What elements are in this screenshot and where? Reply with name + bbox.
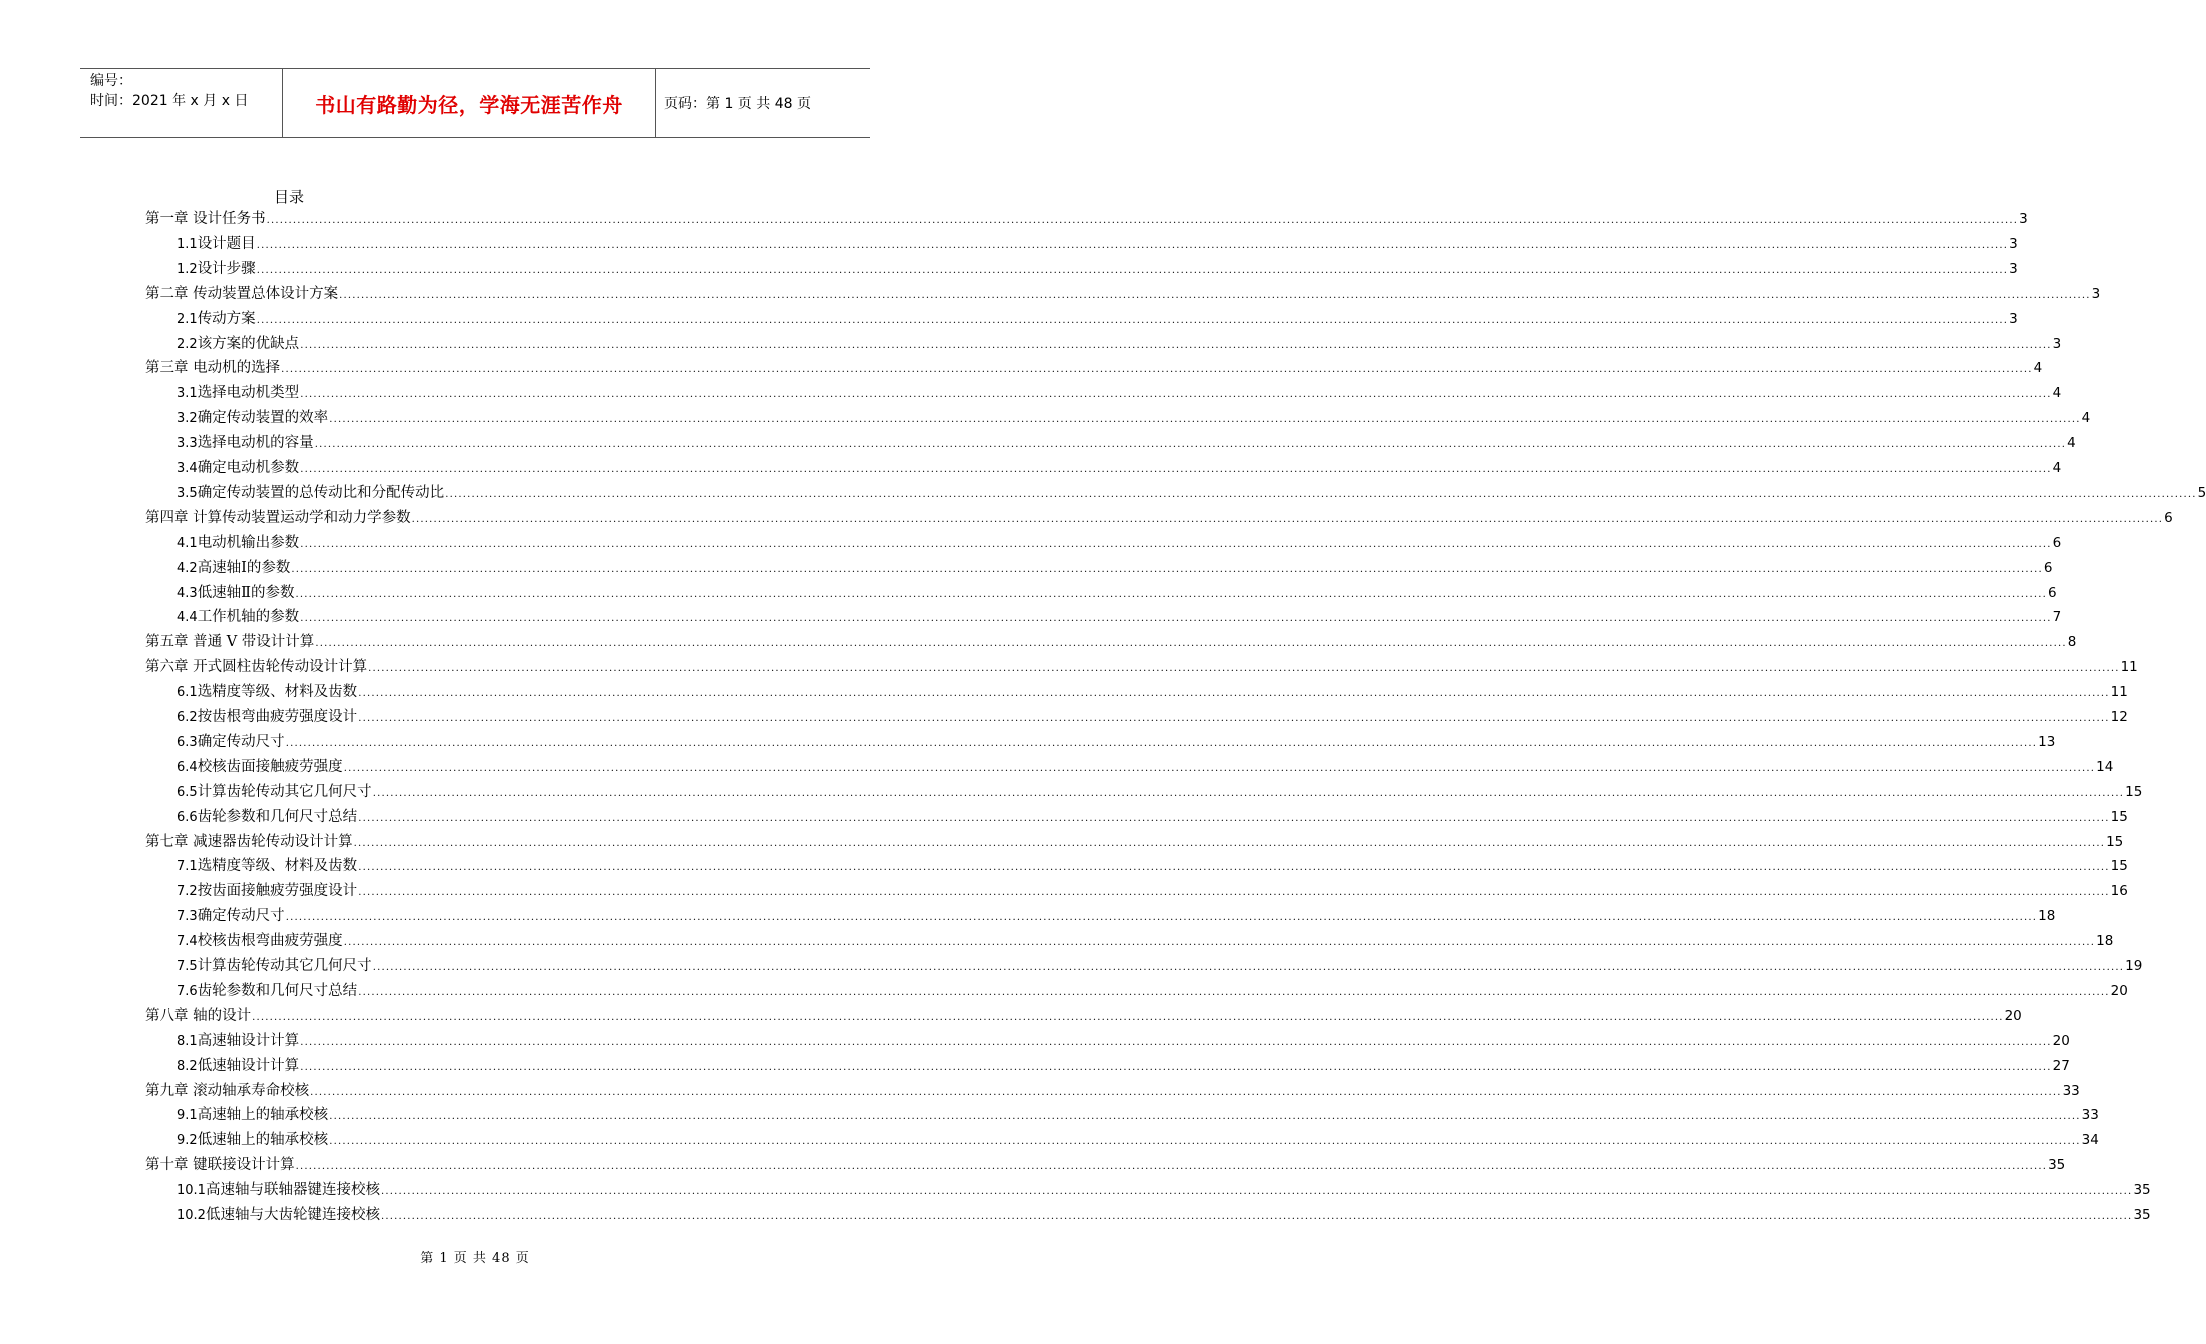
toc-section-row[interactable] (177, 308, 2018, 330)
toc-entry-title: 选精度等级、材料及齿数 (197, 858, 358, 875)
toc-entry-number: 4.1 (177, 535, 198, 551)
toc-entry-label (177, 930, 343, 953)
toc-entry-title: 电动机输出参数 (197, 534, 300, 551)
toc-entry-number: 1.1 (177, 236, 198, 252)
toc-entry-title: 高速轴上的轴承校核 (197, 1107, 329, 1124)
toc-dot-leader: ................................................................................................................................................................................................................................................................................................................................................................................................................ (256, 239, 2009, 251)
toc-page-number: 8 (2067, 634, 2077, 651)
toc-page-number: 4 (2052, 460, 2062, 476)
toc-page-number: 12 (2110, 709, 2128, 725)
toc-entry-label (145, 631, 314, 653)
toc-dot-leader: ................................................................................................................................................................................................................................................................................................................................................................................................................ (358, 812, 2110, 824)
toc-page-number: 20 (2110, 982, 2128, 999)
toc-entry-label (177, 582, 295, 605)
toc-section-row[interactable] (177, 681, 2128, 703)
toc-entry-title: 校核齿根弯曲疲劳强度 (197, 933, 343, 950)
toc-entry-title: 高速轴Ⅰ的参数 (197, 559, 291, 576)
toc-page-number: 35 (2133, 1182, 2151, 1199)
toc-entry-label (177, 855, 357, 878)
toc-section-row[interactable] (177, 930, 2114, 952)
toc-page-number: 19 (2125, 958, 2143, 974)
toc-page-number: 35 (2133, 1207, 2151, 1223)
toc-entry-title: 低速轴设计计算 (197, 1057, 300, 1074)
toc-page-number: 20 (2052, 1032, 2070, 1049)
toc-entry-label (145, 208, 266, 230)
toc-entry-label (145, 1154, 295, 1176)
toc-dot-leader: ................................................................................................................................................................................................................................................................................................................................................................................................................ (295, 1161, 2048, 1173)
toc-page-number: 13 (2038, 733, 2056, 750)
toc-entry-label (145, 1005, 251, 1027)
toc-entry-label (177, 606, 299, 629)
toc-entry-title: 第五章 普通 V 带设计计算 (145, 634, 315, 651)
toc-dot-leader: ................................................................................................................................................................................................................................................................................................................................................................................................................ (411, 513, 2164, 525)
toc-section-row[interactable] (177, 1204, 2151, 1226)
toc-entry-title: 确定传动装置的总传动比和分配传动比 (197, 484, 445, 501)
toc-entry-label (145, 1080, 309, 1102)
toc-dot-leader: ................................................................................................................................................................................................................................................................................................................................................................................................................ (291, 563, 2043, 575)
toc-section-row[interactable] (177, 582, 2057, 604)
toc-entry-label (145, 656, 367, 678)
toc-dot-leader: ................................................................................................................................................................................................................................................................................................................................................................................................................ (300, 1036, 2052, 1048)
toc-entry-title: 确定电动机参数 (197, 460, 300, 476)
toc-entry-number: 8.2 (177, 1058, 198, 1074)
toc-entry-title: 确定传动尺寸 (197, 908, 285, 925)
toc-dot-leader: ................................................................................................................................................................................................................................................................................................................................................................................................................ (358, 713, 2110, 724)
toc-dot-leader: ................................................................................................................................................................................................................................................................................................................................................................................................................ (380, 1186, 2133, 1198)
toc-entry-title: 第九章 滚动轴承寿命校核 (145, 1082, 310, 1099)
toc-chapter-row[interactable] (145, 283, 2101, 305)
toc-entry-label (177, 756, 343, 779)
toc-entry-number: 7.1 (177, 859, 198, 875)
toc-entry-title: 设计步骤 (197, 260, 256, 277)
toc-section-row[interactable] (177, 756, 2114, 778)
toc-entry-label (177, 681, 357, 704)
toc-entry-title: 选择电动机类型 (197, 385, 300, 402)
toc-entry-number: 7.6 (177, 983, 198, 999)
toc-page-number: 15 (2106, 833, 2124, 850)
toc-dot-leader: ................................................................................................................................................................................................................................................................................................................................................................................................................ (285, 737, 2038, 749)
toc-section-row[interactable] (177, 457, 2062, 479)
toc-entry-number: 2.2 (177, 336, 198, 352)
toc-section-row[interactable] (177, 980, 2128, 1002)
toc-page-number: 4 (2052, 385, 2062, 402)
toc-entry-label (177, 432, 314, 455)
toc-entry-number: 4.4 (177, 610, 198, 626)
toc-entry-number: 6.4 (177, 759, 198, 775)
toc-dot-leader: ................................................................................................................................................................................................................................................................................................................................................................................................................ (358, 887, 2110, 899)
toc-dot-leader: ................................................................................................................................................................................................................................................................................................................................................................................................................ (300, 339, 2052, 351)
toc-entry-number: 3.4 (177, 461, 198, 476)
toc-title: 目录 (274, 188, 305, 206)
toc-entry-label (177, 233, 256, 256)
toc-entry-title: 计算齿轮传动其它几何尺寸 (197, 958, 372, 974)
toc-entry-title: 高速轴设计计算 (197, 1032, 300, 1049)
toc-entry-label (177, 1129, 328, 1152)
toc-entry-title: 选择电动机的容量 (197, 435, 314, 452)
toc-entry-number: 6.6 (177, 809, 198, 825)
toc-entry-title: 设计题目 (197, 235, 256, 252)
toc-entry-number: 4.3 (177, 585, 198, 601)
toc-entry-label (145, 283, 338, 305)
toc-chapter-row[interactable] (145, 208, 2028, 230)
toc-page-number: 6 (2048, 584, 2057, 601)
toc-section-row[interactable] (177, 606, 2062, 628)
toc-dot-leader: ................................................................................................................................................................................................................................................................................................................................................................................................................ (300, 1061, 2052, 1073)
toc-entry-number: 9.2 (177, 1133, 198, 1149)
toc-chapter-row[interactable] (145, 831, 2124, 853)
toc-entry-label (177, 955, 372, 978)
toc-section-row[interactable] (177, 1104, 2099, 1126)
toc-page-number: 27 (2052, 1057, 2070, 1074)
toc-page-number: 4 (2067, 435, 2076, 452)
toc-entry-label (177, 1030, 299, 1053)
toc-entry-title: 第十章 键联接设计计算 (145, 1157, 295, 1174)
toc-entry-number: 7.5 (177, 959, 198, 974)
toc-dot-leader: ................................................................................................................................................................................................................................................................................................................................................................................................................ (315, 638, 2067, 650)
toc-chapter-row[interactable] (145, 357, 2043, 379)
toc-entry-title: 第八章 轴的设计 (145, 1007, 252, 1024)
toc-entry-label (177, 1055, 299, 1078)
toc-entry-title: 第二章 传动装置总体设计方案 (145, 285, 339, 302)
toc-dot-leader: ................................................................................................................................................................................................................................................................................................................................................................................................................ (368, 663, 2120, 675)
toc-section-row[interactable] (177, 880, 2128, 902)
toc-page-number: 3 (2019, 211, 2028, 227)
toc-entry-title: 校核齿面接触疲劳强度 (197, 758, 343, 775)
toc-entry-number: 3.5 (177, 485, 198, 501)
toc-entry-number: 6.1 (177, 685, 198, 701)
toc-dot-leader: ................................................................................................................................................................................................................................................................................................................................................................................................................ (343, 762, 2096, 774)
toc-dot-leader: ................................................................................................................................................................................................................................................................................................................................................................................................................ (445, 488, 2197, 500)
toc-section-row[interactable] (177, 731, 2056, 753)
toc-page-number: 34 (2081, 1132, 2099, 1149)
toc-page-number: 11 (2120, 659, 2138, 676)
toc-dot-leader: ................................................................................................................................................................................................................................................................................................................................................................................................................ (329, 1136, 2081, 1148)
toc-section-row[interactable] (177, 432, 2076, 454)
toc-dot-leader: ................................................................................................................................................................................................................................................................................................................................................................................................................ (252, 1011, 2004, 1023)
toc-dot-leader: ................................................................................................................................................................................................................................................................................................................................................................................................................ (266, 215, 2019, 226)
toc-entry-label (177, 532, 299, 555)
toc-page-number: 5 (2197, 484, 2206, 501)
toc-page-number: 3 (2009, 310, 2018, 327)
toc-entry-number: 1.2 (177, 261, 198, 277)
document-time-label: 时间：2021 年 x 月 x 日 (90, 93, 249, 109)
toc-page-number: 15 (2125, 783, 2143, 800)
toc-entry-label (177, 905, 285, 928)
toc-entry-title: 低速轴Ⅱ的参数 (197, 584, 295, 601)
toc-entry-title: 确定传动尺寸 (197, 733, 285, 750)
toc-entry-number: 10.1 (177, 1183, 206, 1199)
toc-page-number: 3 (2009, 260, 2018, 277)
toc-dot-leader: ................................................................................................................................................................................................................................................................................................................................................................................................................ (285, 912, 2038, 924)
toc-chapter-row[interactable] (145, 507, 2173, 529)
toc-section-row[interactable] (177, 1030, 2070, 1052)
toc-entry-label (177, 407, 328, 430)
toc-entry-number: 4.2 (177, 560, 198, 576)
toc-page-number: 14 (2096, 758, 2114, 775)
toc-entry-label (177, 731, 285, 754)
toc-entry-title: 第七章 减速器齿轮传动设计计算 (145, 833, 353, 850)
toc-entry-number: 7.4 (177, 934, 198, 950)
toc-entry-title: 传动方案 (197, 310, 256, 327)
toc-entry-number: 3.1 (177, 386, 198, 402)
toc-entry-title: 计算齿轮传动其它几何尺寸 (197, 783, 372, 800)
toc-section-row[interactable] (177, 1179, 2151, 1201)
toc-entry-number: 6.3 (177, 734, 198, 750)
toc-entry-number: 6.2 (177, 710, 198, 725)
toc-page-number: 4 (2033, 360, 2043, 377)
toc-entry-label (177, 482, 444, 505)
page-header (80, 68, 870, 138)
header-motto: 书山有路勤为径，学海无涯苦作舟 (315, 92, 623, 117)
toc-page-number: 3 (2009, 235, 2018, 252)
toc-entry-title: 齿轮参数和几何尺寸总结 (197, 982, 358, 999)
toc-page-number: 33 (2081, 1107, 2099, 1124)
toc-page-number: 6 (2052, 534, 2062, 551)
toc-entry-title: 按齿面接触疲劳强度设计 (197, 883, 358, 900)
toc-dot-leader: ................................................................................................................................................................................................................................................................................................................................................................................................................ (353, 837, 2106, 849)
toc-entry-label (145, 357, 280, 379)
document-number-label: 编号： (90, 73, 132, 89)
toc-entry-label (177, 1179, 380, 1202)
toc-entry-number: 6.5 (177, 784, 198, 800)
toc-entry-number: 3.2 (177, 411, 198, 427)
toc-chapter-row[interactable] (145, 631, 2077, 653)
toc-page-number: 18 (2038, 908, 2056, 925)
toc-dot-leader: ................................................................................................................................................................................................................................................................................................................................................................................................................ (314, 439, 2067, 451)
toc-chapter-row[interactable] (145, 1005, 2022, 1027)
toc-entry-number: 3.3 (177, 436, 198, 452)
toc-dot-leader: ................................................................................................................................................................................................................................................................................................................................................................................................................ (300, 389, 2052, 401)
toc-dot-leader: ................................................................................................................................................................................................................................................................................................................................................................................................................ (295, 588, 2048, 600)
toc-entry-label (177, 557, 290, 580)
toc-dot-leader: ................................................................................................................................................................................................................................................................................................................................................................................................................ (300, 464, 2052, 475)
toc-page-number: 33 (2062, 1082, 2080, 1099)
toc-entry-label (177, 1104, 328, 1127)
toc-entry-label (177, 880, 357, 903)
toc-dot-leader: ................................................................................................................................................................................................................................................................................................................................................................................................................ (358, 688, 2110, 700)
toc-entry-title: 第三章 电动机的选择 (145, 360, 281, 377)
toc-dot-leader: ................................................................................................................................................................................................................................................................................................................................................................................................................ (281, 364, 2033, 376)
toc-page-number: 35 (2048, 1157, 2066, 1174)
toc-entry-number: 10.2 (177, 1208, 206, 1223)
toc-entry-label (177, 781, 372, 804)
toc-dot-leader: ................................................................................................................................................................................................................................................................................................................................................................................................................ (372, 962, 2125, 973)
toc-chapter-row[interactable] (145, 1154, 2066, 1176)
toc-page-number: 7 (2052, 609, 2062, 626)
toc-section-row[interactable] (177, 333, 2062, 355)
toc-dot-leader: ................................................................................................................................................................................................................................................................................................................................................................................................................ (343, 937, 2096, 949)
toc-entry-title: 确定传动装置的效率 (197, 410, 329, 427)
toc-section-row[interactable] (177, 855, 2128, 877)
toc-entry-number: 7.2 (177, 884, 198, 900)
toc-section-row[interactable] (177, 806, 2128, 828)
toc-section-row[interactable] (177, 407, 2091, 429)
toc-entry-label (145, 507, 411, 529)
toc-entry-title: 该方案的优缺点 (197, 335, 300, 352)
toc-page-number: 15 (2110, 808, 2128, 825)
toc-entry-title: 第一章 设计任务书 (145, 211, 266, 227)
toc-entry-label (177, 258, 256, 281)
header-page-cell (654, 69, 870, 137)
toc-section-row[interactable] (177, 781, 2143, 803)
toc-entry-label (177, 706, 357, 729)
toc-entry-title: 第六章 开式圆柱齿轮传动设计计算 (145, 659, 368, 676)
toc-entry-label (177, 1204, 380, 1227)
toc-page-number: 15 (2110, 858, 2128, 875)
toc-entry-label (177, 806, 357, 829)
toc-entry-number: 7.3 (177, 909, 198, 925)
toc-entry-label (177, 980, 357, 1003)
toc-page-number: 18 (2096, 933, 2114, 950)
toc-entry-label (177, 457, 299, 480)
toc-entry-label (177, 382, 299, 405)
toc-chapter-row[interactable] (145, 1080, 2080, 1102)
toc-page-number: 6 (2043, 559, 2053, 576)
toc-entry-label (145, 831, 353, 853)
toc-entry-title: 选精度等级、材料及齿数 (197, 684, 358, 701)
toc-dot-leader: ................................................................................................................................................................................................................................................................................................................................................................................................................ (310, 1086, 2062, 1098)
toc-section-row[interactable] (177, 233, 2018, 255)
toc-page-number: 3 (2052, 335, 2062, 352)
toc-dot-leader: ................................................................................................................................................................................................................................................................................................................................................................................................................ (329, 414, 2081, 426)
toc-dot-leader: ................................................................................................................................................................................................................................................................................................................................................................................................................ (358, 986, 2110, 998)
toc-section-row[interactable] (177, 258, 2018, 280)
toc-dot-leader: ................................................................................................................................................................................................................................................................................................................................................................................................................ (358, 862, 2110, 874)
page-footer: 第 1 页 共 48 页 (420, 1251, 530, 1266)
toc-entry-label (177, 333, 299, 356)
toc-dot-leader: ................................................................................................................................................................................................................................................................................................................................................................................................................ (339, 289, 2091, 301)
toc-section-row[interactable] (177, 1055, 2070, 1077)
toc-entry-title: 低速轴与大齿轮键连接校核 (205, 1207, 380, 1223)
toc-section-row[interactable] (177, 1129, 2099, 1151)
toc-section-row[interactable] (177, 955, 2143, 977)
toc-section-row[interactable] (177, 482, 2206, 504)
toc-entry-title: 低速轴上的轴承校核 (197, 1132, 329, 1149)
toc-dot-leader: ................................................................................................................................................................................................................................................................................................................................................................................................................ (300, 538, 2052, 550)
toc-dot-leader: ................................................................................................................................................................................................................................................................................................................................................................................................................ (329, 1111, 2081, 1123)
toc-entry-title: 按齿根弯曲疲劳强度设计 (197, 709, 358, 725)
toc-entry-title: 第四章 计算传动装置运动学和动力学参数 (145, 509, 411, 526)
header-info-cell (80, 69, 282, 137)
toc-chapter-row[interactable] (145, 656, 2138, 678)
toc-page-number: 4 (2081, 410, 2091, 427)
toc-page-number: 16 (2110, 883, 2128, 900)
toc-section-row[interactable] (177, 706, 2128, 728)
toc-section-row[interactable] (177, 532, 2062, 554)
toc-entry-number: 2.1 (177, 311, 198, 327)
toc-page-number: 20 (2004, 1007, 2022, 1024)
toc-dot-leader: ................................................................................................................................................................................................................................................................................................................................................................................................................ (256, 314, 2009, 326)
toc-dot-leader: ................................................................................................................................................................................................................................................................................................................................................................................................................ (300, 613, 2052, 625)
header-motto-cell (282, 69, 656, 137)
toc-dot-leader: ................................................................................................................................................................................................................................................................................................................................................................................................................ (372, 787, 2125, 799)
toc-entry-title: 工作机轴的参数 (197, 609, 300, 626)
toc-dot-leader: ................................................................................................................................................................................................................................................................................................................................................................................................................ (380, 1211, 2133, 1222)
toc-page-number: 3 (2091, 285, 2101, 302)
toc-section-row[interactable] (177, 905, 2056, 927)
header-page-label: 页码：第 1 页 共 48 页 (664, 96, 811, 112)
toc-page-number: 6 (2164, 509, 2173, 526)
toc-entry-title: 齿轮参数和几何尺寸总结 (197, 808, 358, 825)
toc-section-row[interactable] (177, 382, 2062, 404)
toc-section-row[interactable] (177, 557, 2053, 579)
toc-entry-title: 高速轴与联轴器键连接校核 (205, 1182, 380, 1199)
toc-entry-number: 8.1 (177, 1033, 198, 1049)
toc-entry-number: 9.1 (177, 1108, 198, 1124)
toc-entry-label (177, 308, 256, 331)
toc-dot-leader: ................................................................................................................................................................................................................................................................................................................................................................................................................ (256, 264, 2009, 276)
toc-page-number: 11 (2110, 684, 2128, 701)
